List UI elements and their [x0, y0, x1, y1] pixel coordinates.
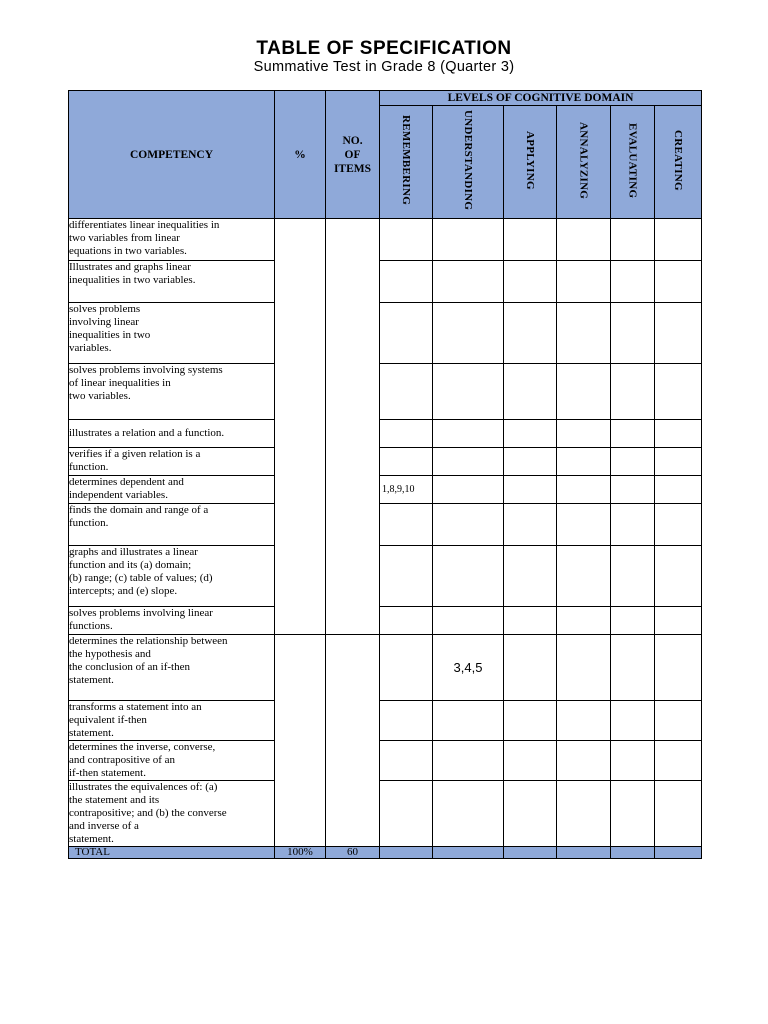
- creating-cell: [655, 420, 702, 448]
- table-row: [69, 546, 702, 607]
- table-row: [69, 741, 702, 781]
- understanding-cell: 3,4,5: [433, 635, 504, 701]
- applying-cell: [504, 364, 557, 420]
- header-evaluating-label: EVALUATING: [626, 122, 639, 199]
- competency-text: solves problems involving linear inequalities in two variables.: [69, 303, 151, 354]
- understanding-cell: [433, 701, 504, 741]
- creating-cell: [655, 546, 702, 607]
- applying-cell: [504, 504, 557, 546]
- analyzing-cell: [557, 781, 611, 847]
- evaluating-cell: [611, 635, 655, 701]
- evaluating-cell: [611, 607, 655, 635]
- header-percent: %: [275, 91, 326, 219]
- remembering-cell: [380, 781, 433, 847]
- applying-cell: [504, 607, 557, 635]
- applying-cell: [504, 420, 557, 448]
- table-row: [69, 303, 702, 364]
- creating-cell: [655, 701, 702, 741]
- analyzing-cell: [557, 607, 611, 635]
- total-understanding: [433, 847, 504, 859]
- total-evaluating: [611, 847, 655, 859]
- header-number-of-items: NO. OF ITEMS: [326, 91, 380, 219]
- competency-text: Illustrates and graphs linear inequalities in two variables.: [69, 261, 196, 286]
- understanding-cell: [433, 420, 504, 448]
- competency-cell: [69, 504, 275, 546]
- understanding-cell: [433, 741, 504, 781]
- competency-text: solves problems involving systems of linear inequalities in two variables.: [69, 364, 223, 402]
- document-subtitle: Summative Test in Grade 8 (Quarter 3): [253, 59, 515, 75]
- remembering-cell: [380, 504, 433, 546]
- analyzing-cell: [557, 476, 611, 504]
- analyzing-cell: [557, 448, 611, 476]
- understanding-cell: [433, 448, 504, 476]
- evaluating-cell: [611, 781, 655, 847]
- creating-cell: [655, 781, 702, 847]
- evaluating-cell: [611, 504, 655, 546]
- applying-cell: [504, 476, 557, 504]
- percent-cell-group-2: [275, 635, 326, 847]
- applying-cell: [504, 781, 557, 847]
- understanding-cell: [433, 504, 504, 546]
- competency-cell: [69, 364, 275, 420]
- understanding-cell: [433, 546, 504, 607]
- competency-cell: [69, 448, 275, 476]
- analyzing-cell: [557, 261, 611, 303]
- understanding-cell: [433, 607, 504, 635]
- table-row: [69, 607, 702, 635]
- creating-cell: [655, 219, 702, 261]
- table-row: [69, 448, 702, 476]
- remembering-cell: [380, 607, 433, 635]
- total-remembering: [380, 847, 433, 859]
- applying-cell: [504, 261, 557, 303]
- specification-table: [68, 90, 702, 859]
- evaluating-cell: [611, 741, 655, 781]
- total-analyzing: [557, 847, 611, 859]
- creating-cell: [655, 504, 702, 546]
- table-row: [69, 261, 702, 303]
- remembering-cell: [380, 303, 433, 364]
- remembering-cell: [380, 219, 433, 261]
- evaluating-cell: [611, 303, 655, 364]
- applying-cell: [504, 303, 557, 364]
- competency-cell: [69, 420, 275, 448]
- understanding-cell: [433, 364, 504, 420]
- competency-cell: [69, 261, 275, 303]
- competency-cell: [69, 476, 275, 504]
- analyzing-cell: [557, 546, 611, 607]
- analyzing-cell: [557, 701, 611, 741]
- remembering-cell: [380, 448, 433, 476]
- remembering-cell: 1,8,9,10: [380, 476, 433, 504]
- percent-cell-group-1: [275, 219, 326, 635]
- competency-cell: [69, 607, 275, 635]
- creating-cell: [655, 261, 702, 303]
- header-applying-label: APPLYING: [524, 131, 536, 190]
- header-analyzing: [557, 106, 611, 219]
- remembering-cell: [380, 701, 433, 741]
- remembering-cell: [380, 741, 433, 781]
- understanding-cell: [433, 476, 504, 504]
- header-understanding-label: UNDERSTANDING: [462, 110, 474, 211]
- header-understanding: [433, 106, 504, 219]
- total-percent: 100%: [275, 847, 326, 859]
- competency-text: illustrates a relation and a function.: [69, 427, 225, 439]
- competency-cell: [69, 781, 275, 847]
- understanding-cell: [433, 781, 504, 847]
- understanding-cell: [433, 219, 504, 261]
- total-row: [69, 847, 702, 859]
- evaluating-cell: [611, 364, 655, 420]
- evaluating-cell: [611, 448, 655, 476]
- analyzing-cell: [557, 303, 611, 364]
- total-items: 60: [326, 847, 380, 859]
- analyzing-cell: [557, 504, 611, 546]
- evaluating-cell: [611, 219, 655, 261]
- creating-cell: [655, 635, 702, 701]
- competency-text: differentiates linear inequalities in two variables from linear equations in two variables.: [69, 219, 220, 257]
- applying-cell: [504, 546, 557, 607]
- evaluating-cell: [611, 420, 655, 448]
- remembering-cell: [380, 635, 433, 701]
- competency-cell: [69, 741, 275, 781]
- competency-text: verifies if a given relation is a function.: [69, 448, 201, 473]
- table-row: [69, 476, 702, 504]
- evaluating-cell: [611, 261, 655, 303]
- creating-cell: [655, 741, 702, 781]
- header-remembering-label: REMEMBERING: [400, 115, 412, 206]
- table-row: [69, 701, 702, 741]
- table-row: [69, 219, 702, 261]
- document-title: TABLE OF SPECIFICATION: [256, 38, 512, 59]
- understanding-cell: [433, 303, 504, 364]
- competency-text: determines the inverse, converse, and contrapositive of an if-then statement.: [69, 741, 216, 779]
- table-row: [69, 420, 702, 448]
- competency-text: determines the relationship between the hypothesis and the conclusion of an if-then statement.: [69, 635, 228, 686]
- competency-cell: [69, 303, 275, 364]
- competency-text: transforms a statement into an equivalent if-then statement.: [69, 701, 202, 739]
- applying-cell: [504, 448, 557, 476]
- competency-text: graphs and illustrates a linear function and its (a) domain; (b) range; (c) table of values; (d) intercepts; and (e) slope.: [69, 546, 213, 597]
- items-cell-group-2: [326, 635, 380, 847]
- competency-cell: [69, 546, 275, 607]
- applying-cell: [504, 219, 557, 261]
- creating-cell: [655, 448, 702, 476]
- table-row: [69, 635, 702, 701]
- competency-cell: [69, 701, 275, 741]
- creating-cell: [655, 364, 702, 420]
- understanding-cell: [433, 261, 504, 303]
- applying-cell: [504, 741, 557, 781]
- analyzing-cell: [557, 219, 611, 261]
- total-applying: [504, 847, 557, 859]
- remembering-cell: [380, 546, 433, 607]
- header-creating: [655, 106, 702, 219]
- competency-text: finds the domain and range of a function.: [69, 504, 209, 529]
- header-analyzing-label: ANNALYZING: [577, 121, 590, 200]
- header-creating-label: CREATING: [672, 130, 684, 191]
- table-row: [69, 504, 702, 546]
- competency-text: solves problems involving linear functions.: [69, 607, 213, 632]
- evaluating-cell: [611, 476, 655, 504]
- competency-text: illustrates the equivalences of: (a) the statement and its contrapositive; and (b) the converse and inverse of a statement.: [69, 781, 227, 845]
- header-evaluating: [611, 106, 655, 219]
- remembering-cell: [380, 364, 433, 420]
- table-row: [69, 364, 702, 420]
- applying-cell: [504, 635, 557, 701]
- analyzing-cell: [557, 364, 611, 420]
- table-row: [69, 781, 702, 847]
- remembering-cell: [380, 420, 433, 448]
- header-competency: COMPETENCY: [69, 91, 275, 219]
- total-creating: [655, 847, 702, 859]
- analyzing-cell: [557, 741, 611, 781]
- creating-cell: [655, 476, 702, 504]
- competency-text: determines dependent and independent variables.: [69, 476, 184, 501]
- header-applying: [504, 106, 557, 219]
- creating-cell: [655, 607, 702, 635]
- creating-cell: [655, 303, 702, 364]
- header-remembering: [380, 106, 433, 219]
- analyzing-cell: [557, 420, 611, 448]
- evaluating-cell: [611, 546, 655, 607]
- competency-cell: [69, 635, 275, 701]
- remembering-cell: [380, 261, 433, 303]
- analyzing-cell: [557, 635, 611, 701]
- competency-cell: [69, 219, 275, 261]
- evaluating-cell: [611, 701, 655, 741]
- header-levels-of-cognitive-domain: LEVELS OF COGNITIVE DOMAIN: [380, 91, 702, 106]
- items-cell-group-1: [326, 219, 380, 635]
- applying-cell: [504, 701, 557, 741]
- total-label: TOTAL: [69, 847, 275, 859]
